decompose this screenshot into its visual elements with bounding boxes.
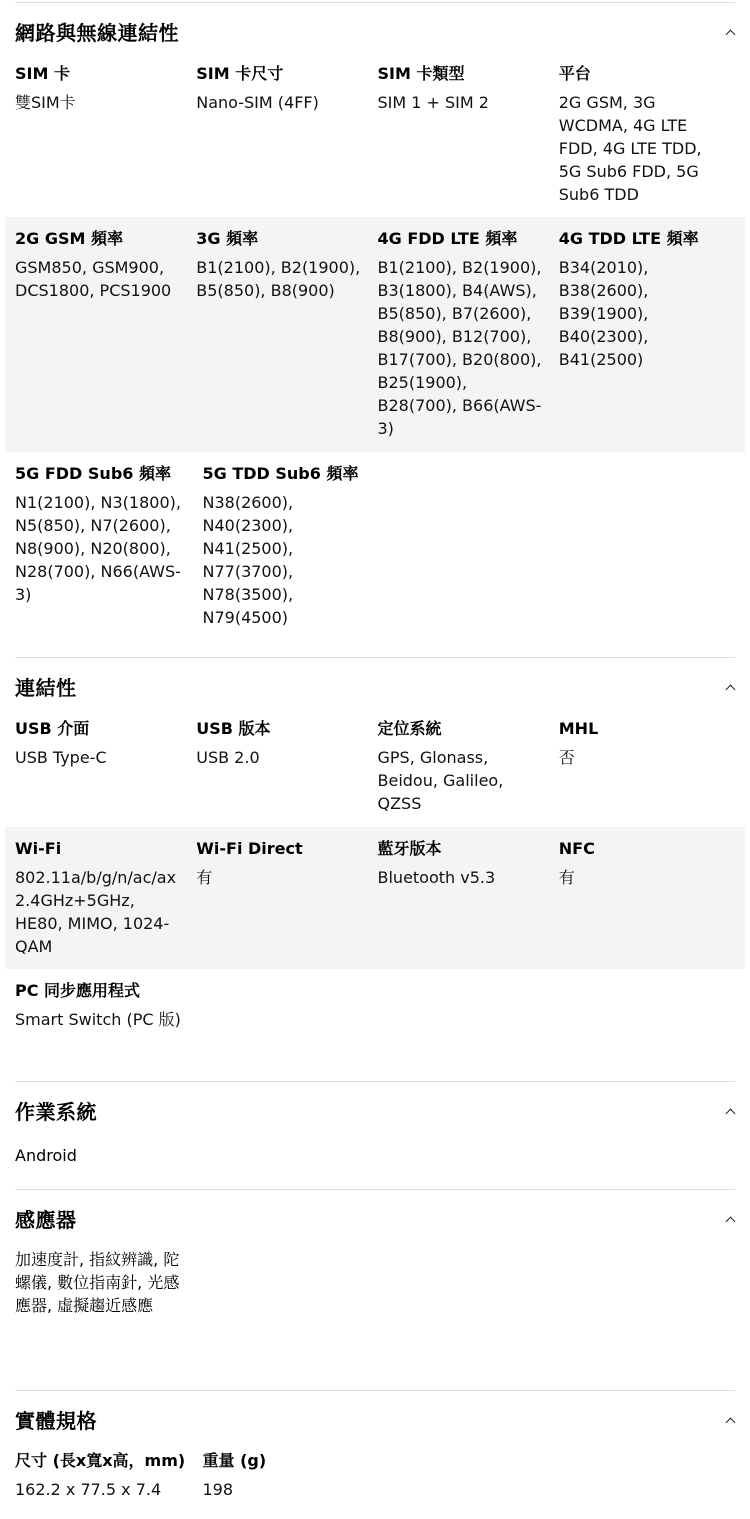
section-title: 作業系統: [15, 1099, 97, 1124]
spec-value: 有: [196, 868, 213, 887]
section-connectivity: [0, 658, 750, 1082]
spec-cell: [378, 227, 559, 442]
spec-label: 重量 (g): [202, 1451, 267, 1470]
spec-cell: [196, 837, 377, 959]
section-header-sensors[interactable]: [0, 1190, 750, 1246]
spec-cell: [15, 717, 196, 817]
spec-label: USB 介面: [15, 719, 90, 738]
spec-cell: [378, 62, 559, 207]
spec-row: [0, 969, 750, 1081]
spec-row: [0, 452, 750, 657]
spec-value: Smart Switch (PC 版): [15, 1010, 181, 1029]
spec-cell: [559, 227, 740, 442]
chevron-up-icon[interactable]: [726, 684, 736, 694]
spec-row: [0, 714, 750, 827]
section-header-os[interactable]: [0, 1082, 750, 1138]
spec-value: 有: [558, 868, 575, 887]
spec-cell: [559, 62, 740, 207]
spec-label: 5G TDD Sub6 頻率: [202, 464, 359, 483]
spec-value: Android: [15, 1146, 77, 1165]
spec-label: NFC: [558, 839, 595, 858]
spec-value: 162.2 x 77.5 x 7.4: [15, 1480, 162, 1499]
spec-cell: [559, 837, 740, 959]
section-os: [0, 1082, 750, 1190]
spec-value: 802.11a/b/g/n/ac/ax 2.4GHz+5GHz, HE80, MIMO, 1024-QAM: [15, 868, 177, 956]
spec-cell: [15, 1449, 203, 1501]
spec-cell: [196, 227, 377, 442]
spec-cell: [559, 717, 740, 817]
spec-label: SIM 卡: [15, 64, 70, 83]
spec-value: N38(2600), N40(2300), N41(2500), N77(3700), N78(3500), N79(4500): [202, 493, 294, 627]
spec-value: GSM850, GSM900, DCS1800, PCS1900: [15, 258, 172, 300]
section-header-physical[interactable]: [0, 1391, 750, 1447]
section-network: [0, 0, 750, 658]
spec-value: N1(2100), N3(1800), N5(850), N7(2600), N8(900), N20(800), N28(700), N66(AWS-3): [15, 493, 181, 604]
spec-cell: [15, 462, 203, 647]
spec-label: Wi-Fi: [15, 839, 62, 858]
spec-value: B34(2010), B38(2600), B39(1900), B40(2300), B41(2500): [558, 258, 649, 369]
section-sensors: [0, 1190, 750, 1391]
spec-cell: [203, 1449, 391, 1501]
spec-row: [5, 217, 745, 452]
spec-value: USB Type-C: [15, 748, 107, 767]
spec-label: USB 版本: [196, 719, 271, 738]
spec-row: [0, 1447, 750, 1511]
spec-label: 4G FDD LTE 頻率: [377, 229, 518, 248]
spec-label: 藍牙版本: [377, 839, 442, 858]
section-title: 感應器: [15, 1207, 77, 1232]
spec-value: Bluetooth v5.3: [377, 868, 496, 887]
spec-value: USB 2.0: [196, 748, 260, 767]
spec-label: 平台: [558, 64, 591, 83]
spec-label: Wi-Fi Direct: [196, 839, 303, 858]
section-physical: [0, 1391, 750, 1511]
spec-label: 2G GSM 頻率: [15, 229, 123, 248]
spec-label: 5G FDD Sub6 頻率: [15, 464, 171, 483]
chevron-up-icon[interactable]: [726, 1108, 736, 1118]
section-title: 實體規格: [15, 1408, 97, 1433]
spec-value: 2G GSM, 3G WCDMA, 4G LTE FDD, 4G LTE TDD, 5G Sub6 FDD, 5G Sub6 TDD: [558, 93, 702, 204]
spec-cell: [378, 717, 559, 817]
section-header-connectivity[interactable]: [0, 658, 750, 714]
spec-cell: [203, 462, 391, 647]
spec-label: MHL: [558, 719, 599, 738]
chevron-up-icon[interactable]: [726, 1216, 736, 1226]
spec-cell: [15, 979, 203, 1071]
section-header-network[interactable]: [0, 0, 750, 62]
spec-value: SIM 1 + SIM 2: [377, 93, 489, 112]
spec-value: 雙SIM卡: [15, 93, 76, 112]
spec-label: SIM 卡類型: [377, 64, 465, 83]
spec-value: B1(2100), B2(1900), B3(1800), B4(AWS), B5(850), B7(2600), B8(900), B12(700), B17(700), B20(800), B25(1900), B28(700), B66(AWS-3): [377, 258, 542, 438]
spec-row: [5, 827, 745, 969]
chevron-up-icon[interactable]: [726, 1417, 736, 1427]
spec-label: 尺寸 (長x寬x高，mm): [15, 1451, 186, 1470]
spec-cell: [196, 717, 377, 817]
spec-value: 加速度計, 指紋辨識, 陀螺儀, 數位指南針, 光感應器, 虛擬趨近感應: [15, 1250, 180, 1315]
spec-value: 否: [558, 748, 575, 767]
spec-label: 4G TDD LTE 頻率: [558, 229, 699, 248]
spec-value: B1(2100), B2(1900), B5(850), B8(900): [196, 258, 361, 300]
spec-cell: [15, 837, 196, 959]
section-title: 連結性: [15, 675, 77, 700]
section-title: 網路與無線連結性: [15, 20, 179, 45]
spec-row: [0, 62, 750, 217]
spec-cell: [378, 837, 559, 959]
spec-label: 3G 頻率: [196, 229, 259, 248]
spec-value: Nano-SIM (4FF): [196, 93, 319, 112]
spec-value: GPS, Glonass, Beidou, Galileo, QZSS: [377, 748, 504, 813]
spec-value: 198: [202, 1480, 234, 1499]
spec-label: 定位系統: [377, 719, 442, 738]
spec-cell: [15, 227, 196, 442]
spec-cell: [196, 62, 377, 207]
chevron-up-icon[interactable]: [726, 29, 736, 39]
spec-cell: [15, 62, 196, 207]
spec-label: SIM 卡尺寸: [196, 64, 284, 83]
spec-label: PC 同步應用程式: [15, 981, 141, 1000]
